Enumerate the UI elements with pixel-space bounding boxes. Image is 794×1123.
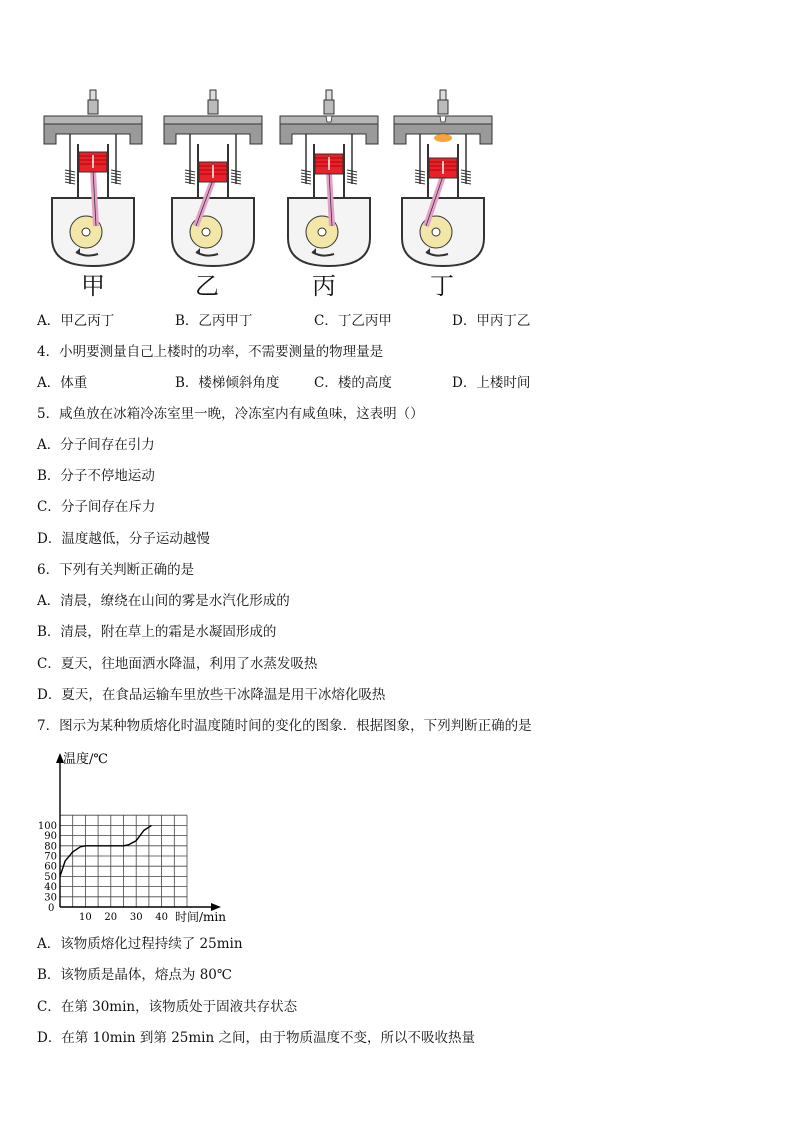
x-tick-label: 30: [129, 912, 143, 923]
spark-plug-body: [324, 100, 334, 114]
y-tick-label: 30: [44, 892, 57, 904]
q3-option-b[interactable]: B．乙丙甲丁: [175, 313, 253, 329]
y-tick-label: 70: [44, 851, 57, 863]
engine-label-ding: 丁: [430, 272, 454, 300]
engine-diagram-ding: [390, 88, 496, 270]
spark-plug-body: [438, 100, 448, 114]
q4-option-c[interactable]: C．楼的高度: [314, 375, 392, 391]
crankshaft-hub: [82, 228, 90, 236]
q7-option-c[interactable]: C．在第 30min，该物质处于固液共存状态: [37, 999, 298, 1015]
x-tick-label: 40: [155, 912, 168, 923]
q6-option-a[interactable]: A．清晨，缭绕在山间的雾是水汽化形成的: [37, 593, 290, 609]
origin-label: 0: [48, 903, 55, 914]
engine-label-yi: 乙: [195, 272, 219, 300]
spark-tip: [440, 116, 446, 122]
q7-option-a[interactable]: A．该物质熔化过程持续了 25min: [37, 936, 243, 952]
y-tick-label: 60: [44, 861, 57, 873]
y-axis-label: 温度/℃: [63, 752, 108, 767]
q5-option-c[interactable]: C．分子间存在斥力: [37, 499, 156, 515]
q5-option-d[interactable]: D．温度越低，分子运动越慢: [37, 531, 210, 547]
cylinder-cover: [44, 116, 142, 124]
q6-option-b[interactable]: B．清晨，附在草上的霜是水凝固形成的: [37, 624, 277, 640]
spark-plug-body: [88, 100, 98, 114]
engine-label-bing: 丙: [312, 272, 336, 300]
q4-option-b[interactable]: B．楼梯倾斜角度: [175, 375, 280, 391]
q6-stem: 6．下列有关判断正确的是: [37, 562, 195, 578]
x-tick-label: 20: [104, 912, 118, 923]
cylinder-head: [280, 122, 378, 144]
temperature-curve: [60, 825, 151, 876]
q7-option-d[interactable]: D．在第 10min 到第 25min 之间，由于物质温度不变，所以不吸收热量: [37, 1030, 475, 1046]
q3-option-a[interactable]: A．甲乙丙丁: [37, 313, 115, 329]
q6-option-d[interactable]: D．夏天，在食品运输车里放些干冰降温是用干冰熔化吸热: [37, 687, 386, 703]
q7-stem: 7．图示为某种物质熔化时温度随时间的变化的图象．根据图象，下列判断正确的是: [37, 718, 532, 734]
spark-tip: [326, 116, 332, 122]
y-tick-label: 90: [44, 831, 57, 843]
spark-plug-icon: [440, 90, 446, 100]
crankshaft-hub: [432, 228, 440, 236]
spark-plug-icon: [326, 90, 332, 100]
engine-diagram-bing: [276, 88, 382, 270]
x-tick-label: 10: [79, 912, 92, 923]
y-tick-label: 100: [37, 820, 57, 832]
spark-plug-body: [208, 100, 218, 114]
cylinder-head: [44, 122, 142, 144]
cylinder-head: [164, 122, 262, 144]
cylinder-cover: [164, 116, 262, 124]
spark-plug-icon: [210, 90, 216, 100]
crankshaft-hub: [318, 228, 326, 236]
engine-diagram-jia: [40, 88, 146, 270]
q4-option-a[interactable]: A．体重: [37, 375, 88, 391]
q6-option-c[interactable]: C．夏天，往地面洒水降温，利用了水蒸发吸热: [37, 656, 318, 672]
engine-label-jia: 甲: [81, 272, 105, 300]
q5-option-a[interactable]: A．分子间存在引力: [37, 437, 155, 453]
q5-option-b[interactable]: B．分子不停地运动: [37, 468, 155, 484]
q3-option-d[interactable]: D．甲丙丁乙: [452, 313, 531, 329]
engine-diagram-yi: [160, 88, 266, 270]
melting-temperature-graph: [30, 745, 250, 925]
spark-plug-icon: [90, 90, 96, 100]
q7-option-b[interactable]: B．该物质是晶体，熔点为 80℃: [37, 967, 232, 983]
y-tick-label: 50: [44, 871, 57, 883]
y-tick-label: 40: [44, 882, 57, 894]
combustion-flame-icon: [434, 134, 452, 142]
q3-option-c[interactable]: C．丁乙丙甲: [314, 313, 392, 329]
q5-stem: 5．咸鱼放在冰箱冷冻室里一晚，冷冻室内有咸鱼味，这表明（）: [37, 406, 424, 422]
q4-option-d[interactable]: D．上楼时间: [452, 375, 531, 391]
crankshaft-hub: [202, 228, 210, 236]
y-tick-label: 80: [44, 841, 57, 853]
q4-stem: 4．小明要测量自己上楼时的功率，不需要测量的物理量是: [37, 344, 384, 360]
x-axis-label: 时间/min: [175, 910, 226, 924]
